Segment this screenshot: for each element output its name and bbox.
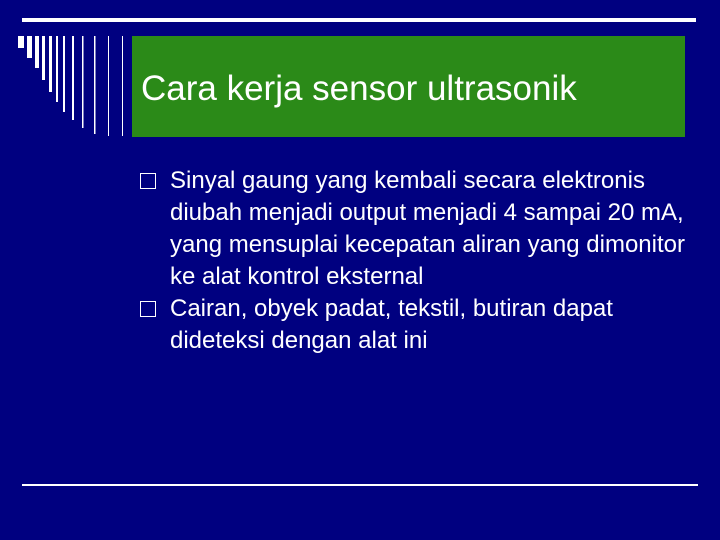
- hollow-square-bullet-icon: [140, 301, 156, 317]
- stripe: [56, 36, 58, 102]
- bullet-list: [140, 165, 700, 357]
- stripe: [108, 36, 109, 136]
- stripe: [63, 36, 65, 112]
- stripe: [49, 36, 52, 92]
- slide-title: Cara kerja sensor ultrasonik: [141, 69, 577, 108]
- stripe: [94, 36, 96, 134]
- stripe: [122, 36, 123, 136]
- stripe: [82, 36, 84, 128]
- bullet-item: [140, 293, 700, 357]
- stripe: [72, 36, 74, 120]
- stripe: [42, 36, 45, 80]
- bullet-text: Sinyal gaung yang kembali secara elektronis diubah menjadi output menjadi 4 sampai 20 mA, yang mensuplai kecepatan aliran yang dimonitor ke alat kontrol eksternal: [170, 167, 685, 290]
- bottom-divider-line: [22, 484, 698, 486]
- bullet-item: [140, 165, 700, 293]
- hollow-square-bullet-icon: [140, 173, 156, 189]
- title-box: [132, 36, 685, 137]
- top-divider-line: [22, 18, 696, 22]
- stripe: [27, 36, 32, 58]
- bullet-text: Cairan, obyek padat, tekstil, butiran dapat dideteksi dengan alat ini: [170, 295, 613, 354]
- stripe: [35, 36, 39, 68]
- stripe: [18, 36, 24, 48]
- decorative-stripes: [18, 36, 134, 136]
